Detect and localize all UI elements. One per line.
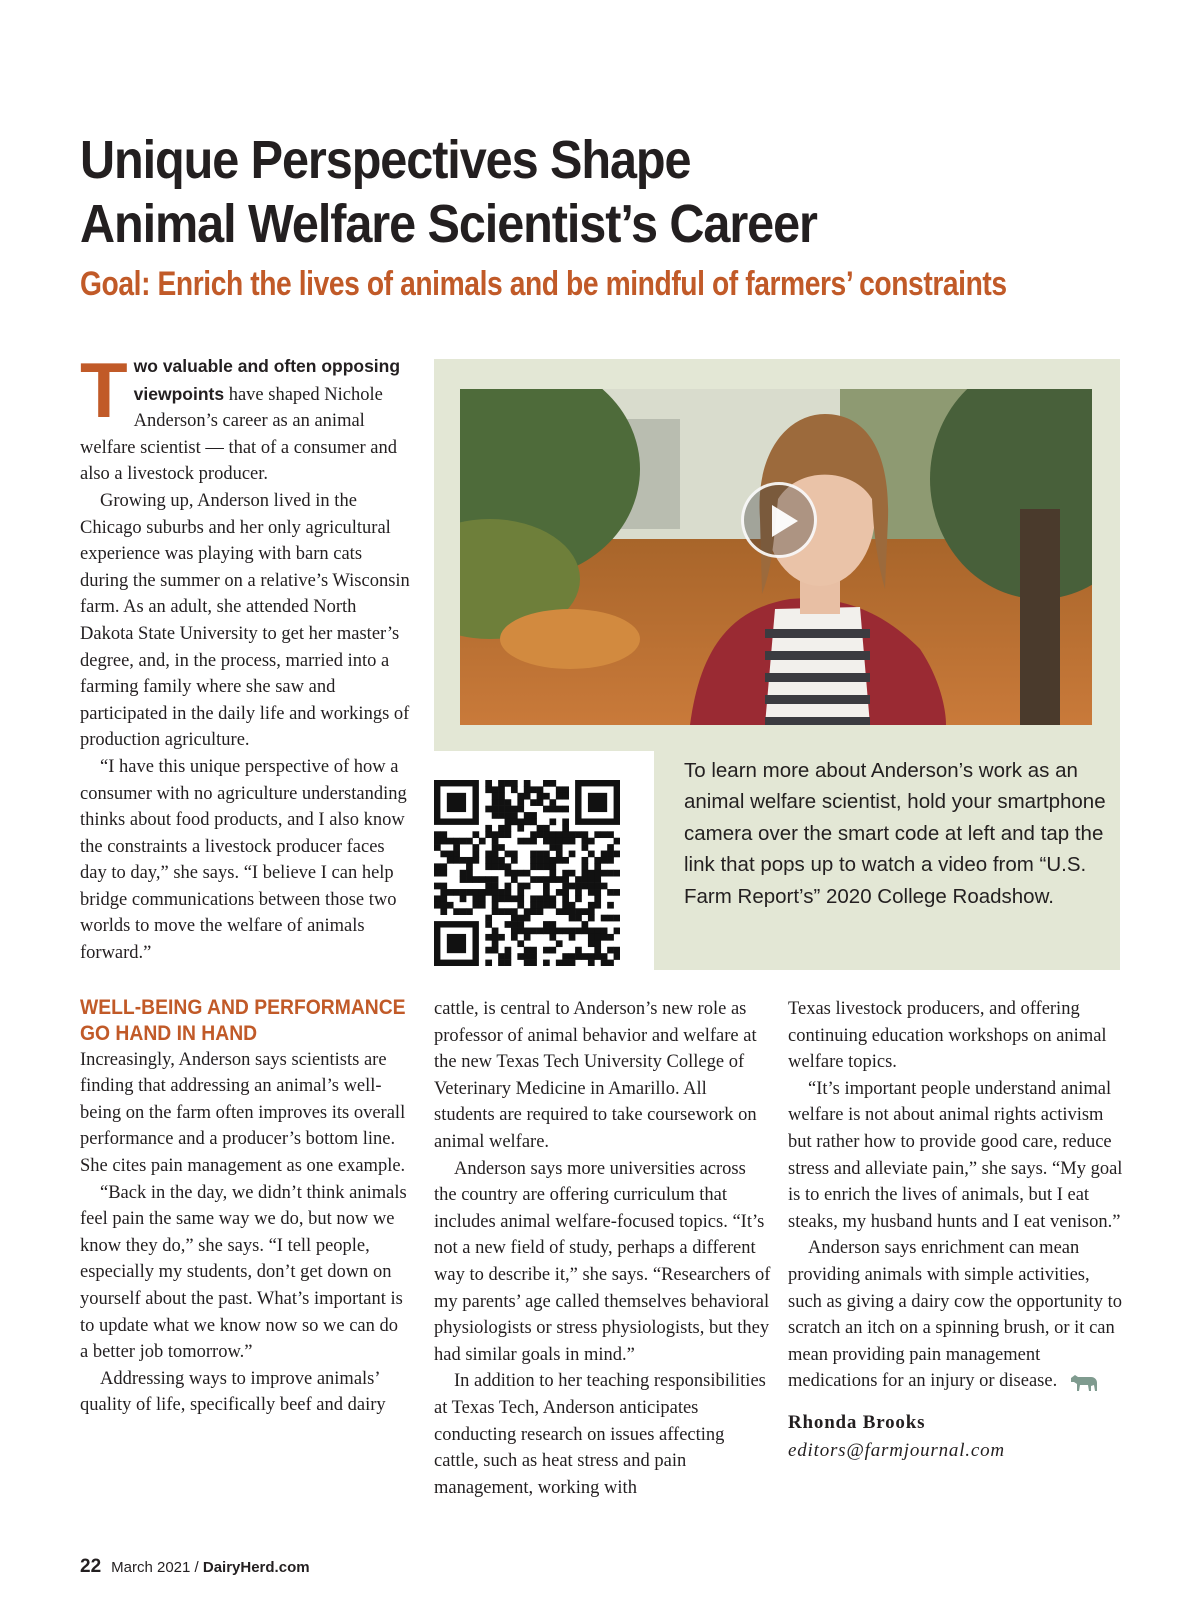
paragraph-8: In addition to her teaching responsibilities at Texas Tech, Anderson anticipates conducting research on issues affecting cattle, such as heat stress and pain management, working with — [434, 1371, 766, 1498]
paragraph-3: “I have this unique perspective of how a consumer with no agriculture understanding thinks about food products, and I also know the constraints a livestock producer faces day to day,” she says. “I believe I can help bridge communications between those two worlds to move the welfare of animals forward.” — [80, 756, 407, 964]
paragraph-2: Growing up, Anderson lived in the Chicago suburbs and her only agricultural experience was playing with barn cats during the summer on a relative’s Wisconsin farm. As an adult, she attended North Dakota State University to get her master’s degree, and, in the process, married into a farming family where she saw and participated in the daily life and workings of production agriculture. — [80, 490, 410, 751]
paragraph-10-text: Anderson says enrichment can mean providing animals with simple activities, such as giving a dairy cow the opportunity to scratch an itch on a spinning brush, or it can mean providing pain management medications for an injury or disease. — [788, 1238, 1122, 1392]
cow-icon — [1069, 1372, 1099, 1392]
title-line-2: Animal Welfare Scientist’s Career — [80, 194, 817, 254]
paragraph-6: Addressing ways to improve animals’ quality of life, specifically beef and dairy — [80, 1368, 386, 1416]
column-1 — [80, 346, 410, 1419]
sidebar-caption: To learn more about Anderson’s work as an animal welfare scientist, hold your smartphone camera over the smart code at left and tap the link that pops up to watch a video from “U.S. Farm Report’s” 2020 College Roadshow. — [684, 759, 1106, 908]
author-name: Rhonda Brooks — [788, 1411, 926, 1433]
lead-in: wo valuable and often opposing viewpoints — [133, 356, 401, 404]
play-icon[interactable] — [741, 482, 817, 558]
subhead-line-2: GO HAND IN HAND — [80, 1021, 258, 1045]
title-line-1: Unique Perspectives Shape — [80, 130, 691, 190]
article-deck: Goal: Enrich the lives of animals and be mindful of farmers’ constraints — [80, 265, 1007, 303]
intro-paragraph — [80, 346, 410, 488]
qr-code-icon[interactable] — [434, 780, 620, 966]
paragraph-5: “Back in the day, we didn’t think animals feel pain the same way we do, but now we know they do,” she says. “I tell people, especially my students, don’t get down on yourself about the past. What’s important is to update what we know now so we can do a better job tomorrow.” — [80, 1182, 407, 1363]
subhead-line-1: WELL-BEING AND PERFORMANCE — [80, 995, 406, 1019]
author-email: editors@farmjournal.com — [788, 1439, 1005, 1461]
paragraph-8-continued: Texas livestock producers, and offering continuing education workshops on animal welfare topics. — [788, 999, 1107, 1073]
paragraph-6-continued: cattle, is central to Anderson’s new role as professor of animal behavior and welfare at the new Texas Tech University College of Veterinary Medicine in Amarillo. All students are required to take coursework on animal welfare. — [434, 999, 757, 1152]
article-title — [80, 128, 1034, 256]
paragraph-10 — [788, 1235, 1128, 1395]
paragraph-4: Increasingly, Anderson says scientists are finding that addressing an animal’s well-being on the farm often improves its overall performance and a producer’s bottom line. She cites pain management as one example. — [80, 1049, 406, 1177]
issue-date: March 2021 / — [111, 1559, 203, 1576]
column-3 — [788, 996, 1128, 1465]
section-subhead — [80, 995, 406, 1047]
paragraph-7: Anderson says more universities across the country are offering curriculum that includes animal welfare-focused topics. “It’s not a new field of study, perhaps a different way to describe it,” she says. “Researchers of my parents’ age called themselves behavioral physiologists or stress physiologists, but they had similar goals in mind.” — [434, 1158, 771, 1365]
page-footer — [80, 1556, 310, 1578]
intro-text: have shaped Nichole Anderson’s career as an animal welfare scientist — that of a consumer and also a livestock producer. — [80, 384, 397, 485]
author-signoff — [788, 1409, 1128, 1465]
paragraph-9: “It’s important people understand animal welfare is not about animal rights activism but rather how to provide good care, reduce stress and alleviate pain,” she says. “My goal is to enrich the lives of animals, but I eat steaks, my husband hunts and I eat venison.” — [788, 1078, 1123, 1232]
page-number: 22 — [80, 1556, 102, 1577]
column-2 — [434, 996, 772, 1501]
site-name[interactable]: DairyHerd.com — [202, 1559, 310, 1576]
drop-cap: T — [80, 346, 128, 434]
